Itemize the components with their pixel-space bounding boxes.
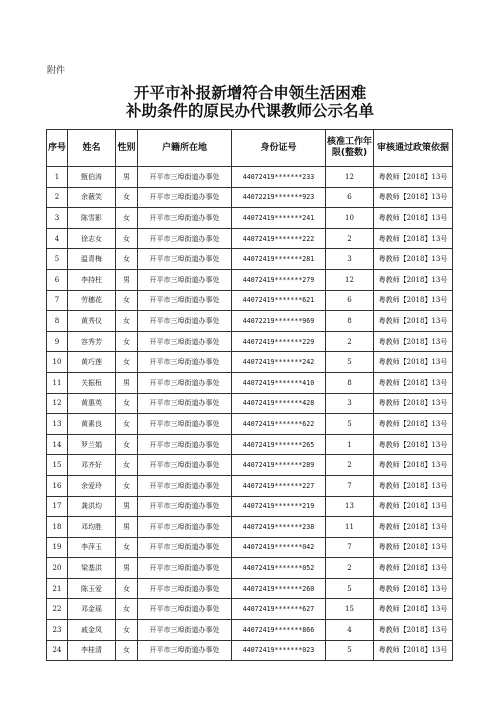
cell-policy: 粤教师【2018】13号: [374, 393, 453, 414]
cell-gender: 女: [116, 208, 138, 229]
cell-policy: 粤教师【2018】13号: [374, 208, 453, 229]
cell-years: 13: [326, 496, 374, 517]
cell-name: 戚金凤: [68, 620, 116, 641]
cell-residence: 开平市三埠街道办事处: [138, 167, 232, 188]
cell-name: 容秀芳: [68, 331, 116, 352]
table-row: [47, 208, 453, 229]
cell-years: 5: [326, 578, 374, 599]
cell-years: 12: [326, 269, 374, 290]
cell-years: 10: [326, 208, 374, 229]
column-header-index: 序号: [47, 130, 68, 167]
cell-index: 16: [47, 475, 68, 496]
cell-name: 甄伯涛: [68, 167, 116, 188]
cell-name: 关振桓: [68, 372, 116, 393]
cell-residence: 开平市三埠街道办事处: [138, 434, 232, 455]
table-row: [47, 331, 453, 352]
cell-policy: 粤教师【2018】13号: [374, 249, 453, 270]
cell-gender: 女: [116, 331, 138, 352]
cell-index: 22: [47, 599, 68, 620]
cell-index: 23: [47, 620, 68, 641]
cell-years: 12: [326, 167, 374, 188]
cell-name: 余爱玲: [68, 475, 116, 496]
table-row: [47, 620, 453, 641]
cell-residence: 开平市三埠街道办事处: [138, 311, 232, 332]
cell-policy: 粤教师【2018】13号: [374, 599, 453, 620]
cell-name: 黄巧莲: [68, 352, 116, 373]
cell-id-number: 44072419*******042: [232, 537, 326, 558]
cell-policy: 粤教师【2018】13号: [374, 496, 453, 517]
cell-index: 5: [47, 249, 68, 270]
table-row: [47, 249, 453, 270]
cell-years: 1: [326, 434, 374, 455]
cell-id-number: 44072219*******969: [232, 311, 326, 332]
cell-gender: 男: [116, 496, 138, 517]
cell-residence: 开平市三埠街道办事处: [138, 228, 232, 249]
cell-id-number: 44072419*******219: [232, 496, 326, 517]
cell-years: 8: [326, 372, 374, 393]
cell-index: 8: [47, 311, 68, 332]
cell-policy: 粤教师【2018】13号: [374, 228, 453, 249]
cell-years: 2: [326, 331, 374, 352]
cell-gender: 女: [116, 537, 138, 558]
cell-id-number: 44072419*******621: [232, 290, 326, 311]
cell-id-number: 44072419*******052: [232, 558, 326, 579]
cell-policy: 粤教师【2018】13号: [374, 640, 453, 661]
cell-residence: 开平市三埠街道办事处: [138, 475, 232, 496]
document-title-line1: 开平市补报新增符合申领生活困难: [133, 84, 367, 102]
cell-index: 1: [47, 167, 68, 188]
cell-index: 3: [47, 208, 68, 229]
cell-residence: 开平市三埠街道办事处: [138, 640, 232, 661]
table-header-row: [47, 130, 453, 167]
cell-residence: 开平市三埠街道办事处: [138, 290, 232, 311]
cell-name: 邓金瑶: [68, 599, 116, 620]
cell-gender: 女: [116, 599, 138, 620]
cell-id-number: 44072419*******233: [232, 167, 326, 188]
cell-id-number: 44072419*******622: [232, 414, 326, 435]
cell-id-number: 44072419*******866: [232, 620, 326, 641]
cell-gender: 女: [116, 578, 138, 599]
cell-residence: 开平市三埠街道办事处: [138, 455, 232, 476]
cell-name: 陈雪影: [68, 208, 116, 229]
cell-index: 15: [47, 455, 68, 476]
cell-years: 11: [326, 517, 374, 538]
cell-years: 15: [326, 599, 374, 620]
cell-policy: 粤教师【2018】13号: [374, 167, 453, 188]
table-row: [47, 167, 453, 188]
cell-years: 2: [326, 455, 374, 476]
cell-id-number: 44072419*******229: [232, 331, 326, 352]
cell-name: 余薇笑: [68, 187, 116, 208]
cell-name: 陈玉爱: [68, 578, 116, 599]
cell-name: 李持柱: [68, 269, 116, 290]
cell-id-number: 44072419*******265: [232, 434, 326, 455]
cell-index: 24: [47, 640, 68, 661]
cell-gender: 女: [116, 249, 138, 270]
cell-name: 龚洪均: [68, 496, 116, 517]
cell-policy: 粤教师【2018】13号: [374, 414, 453, 435]
cell-id-number: 44072419*******279: [232, 269, 326, 290]
cell-residence: 开平市三埠街道办事处: [138, 393, 232, 414]
cell-name: 徐志女: [68, 228, 116, 249]
cell-gender: 男: [116, 372, 138, 393]
cell-index: 13: [47, 414, 68, 435]
cell-index: 6: [47, 269, 68, 290]
cell-name: 邓均胜: [68, 517, 116, 538]
cell-policy: 粤教师【2018】13号: [374, 558, 453, 579]
cell-years: 2: [326, 228, 374, 249]
cell-residence: 开平市三埠街道办事处: [138, 414, 232, 435]
cell-gender: 女: [116, 311, 138, 332]
cell-id-number: 44072219*******923: [232, 187, 326, 208]
column-header-years: 核准工作年限(整数): [326, 130, 374, 167]
cell-policy: 粤教师【2018】13号: [374, 372, 453, 393]
cell-policy: 粤教师【2018】13号: [374, 352, 453, 373]
cell-residence: 开平市三埠街道办事处: [138, 249, 232, 270]
cell-index: 9: [47, 331, 68, 352]
cell-name: 邓齐好: [68, 455, 116, 476]
cell-index: 12: [47, 393, 68, 414]
cell-index: 11: [47, 372, 68, 393]
cell-gender: 男: [116, 517, 138, 538]
cell-gender: 女: [116, 640, 138, 661]
column-header-id-number: 身份证号: [232, 130, 326, 167]
cell-index: 4: [47, 228, 68, 249]
cell-id-number: 44072419*******023: [232, 640, 326, 661]
column-header-residence: 户籍所在地: [138, 130, 232, 167]
cell-policy: 粤教师【2018】13号: [374, 187, 453, 208]
cell-gender: 女: [116, 455, 138, 476]
cell-id-number: 44072419*******260: [232, 578, 326, 599]
table-row: [47, 434, 453, 455]
table-row: [47, 599, 453, 620]
cell-years: 8: [326, 311, 374, 332]
cell-gender: 女: [116, 434, 138, 455]
cell-residence: 开平市三埠街道办事处: [138, 269, 232, 290]
cell-residence: 开平市三埠街道办事处: [138, 331, 232, 352]
cell-gender: 女: [116, 352, 138, 373]
cell-years: 4: [326, 620, 374, 641]
cell-residence: 开平市三埠街道办事处: [138, 372, 232, 393]
cell-id-number: 44072419*******242: [232, 352, 326, 373]
cell-policy: 粤教师【2018】13号: [374, 455, 453, 476]
cell-gender: 女: [116, 414, 138, 435]
cell-residence: 开平市三埠街道办事处: [138, 496, 232, 517]
cell-index: 19: [47, 537, 68, 558]
cell-name: 李桂清: [68, 640, 116, 661]
roster-table-body: [47, 167, 453, 661]
cell-index: 21: [47, 578, 68, 599]
table-row: [47, 640, 453, 661]
column-header-policy: 审核通过政策依据: [374, 130, 453, 167]
cell-index: 18: [47, 517, 68, 538]
cell-name: 梁基洪: [68, 558, 116, 579]
cell-years: 7: [326, 537, 374, 558]
cell-gender: 女: [116, 290, 138, 311]
roster-table: [46, 129, 453, 661]
table-row: [47, 475, 453, 496]
cell-name: 罗兰娟: [68, 434, 116, 455]
cell-residence: 开平市三埠街道办事处: [138, 537, 232, 558]
table-row: [47, 311, 453, 332]
cell-residence: 开平市三埠街道办事处: [138, 517, 232, 538]
cell-years: 3: [326, 249, 374, 270]
cell-name: 温青梅: [68, 249, 116, 270]
table-row: [47, 372, 453, 393]
cell-policy: 粤教师【2018】13号: [374, 475, 453, 496]
cell-years: 5: [326, 414, 374, 435]
cell-gender: 女: [116, 475, 138, 496]
cell-policy: 粤教师【2018】13号: [374, 290, 453, 311]
cell-id-number: 44072419*******410: [232, 372, 326, 393]
cell-id-number: 44072419*******241: [232, 208, 326, 229]
cell-years: 5: [326, 352, 374, 373]
cell-index: 17: [47, 496, 68, 517]
table-row: [47, 414, 453, 435]
cell-years: 5: [326, 640, 374, 661]
cell-policy: 粤教师【2018】13号: [374, 311, 453, 332]
attachment-label: 附件: [47, 66, 66, 76]
cell-gender: 男: [116, 269, 138, 290]
cell-policy: 粤教师【2018】13号: [374, 620, 453, 641]
cell-residence: 开平市三埠街道办事处: [138, 599, 232, 620]
cell-index: 2: [47, 187, 68, 208]
cell-policy: 粤教师【2018】13号: [374, 578, 453, 599]
cell-id-number: 44072419*******238: [232, 517, 326, 538]
cell-residence: 开平市三埠街道办事处: [138, 558, 232, 579]
table-row: [47, 455, 453, 476]
cell-years: 7: [326, 475, 374, 496]
cell-name: 劳穗花: [68, 290, 116, 311]
cell-gender: 女: [116, 228, 138, 249]
table-row: [47, 228, 453, 249]
cell-years: 3: [326, 393, 374, 414]
cell-index: 10: [47, 352, 68, 373]
cell-name: 黄惠英: [68, 393, 116, 414]
cell-id-number: 44072419*******428: [232, 393, 326, 414]
cell-id-number: 44072419*******281: [232, 249, 326, 270]
table-row: [47, 537, 453, 558]
cell-gender: 女: [116, 187, 138, 208]
document-title-line2: 补助条件的原民办代课教师公示名单: [125, 102, 374, 120]
cell-residence: 开平市三埠街道办事处: [138, 352, 232, 373]
table-row: [47, 290, 453, 311]
cell-years: 6: [326, 290, 374, 311]
cell-gender: 女: [116, 393, 138, 414]
table-row: [47, 187, 453, 208]
cell-id-number: 44072419*******222: [232, 228, 326, 249]
table-row: [47, 578, 453, 599]
cell-index: 14: [47, 434, 68, 455]
cell-policy: 粤教师【2018】13号: [374, 434, 453, 455]
cell-policy: 粤教师【2018】13号: [374, 517, 453, 538]
cell-residence: 开平市三埠街道办事处: [138, 620, 232, 641]
column-header-name: 姓名: [68, 130, 116, 167]
cell-name: 黄秀仪: [68, 311, 116, 332]
table-row: [47, 558, 453, 579]
cell-index: 20: [47, 558, 68, 579]
cell-residence: 开平市三埠街道办事处: [138, 208, 232, 229]
cell-policy: 粤教师【2018】13号: [374, 269, 453, 290]
cell-name: 李萍玉: [68, 537, 116, 558]
cell-index: 7: [47, 290, 68, 311]
cell-gender: 女: [116, 620, 138, 641]
table-row: [47, 269, 453, 290]
table-row: [47, 352, 453, 373]
cell-policy: 粤教师【2018】13号: [374, 537, 453, 558]
cell-id-number: 44072419*******289: [232, 455, 326, 476]
table-row: [47, 517, 453, 538]
cell-residence: 开平市三埠街道办事处: [138, 578, 232, 599]
table-row: [47, 393, 453, 414]
cell-gender: 男: [116, 558, 138, 579]
column-header-gender: 性别: [116, 130, 138, 167]
cell-years: 2: [326, 558, 374, 579]
cell-id-number: 44072419*******627: [232, 599, 326, 620]
cell-policy: 粤教师【2018】13号: [374, 331, 453, 352]
cell-name: 黄素良: [68, 414, 116, 435]
table-row: [47, 496, 453, 517]
cell-gender: 男: [116, 167, 138, 188]
cell-residence: 开平市三埠街道办事处: [138, 187, 232, 208]
cell-years: 6: [326, 187, 374, 208]
cell-id-number: 44072419*******227: [232, 475, 326, 496]
